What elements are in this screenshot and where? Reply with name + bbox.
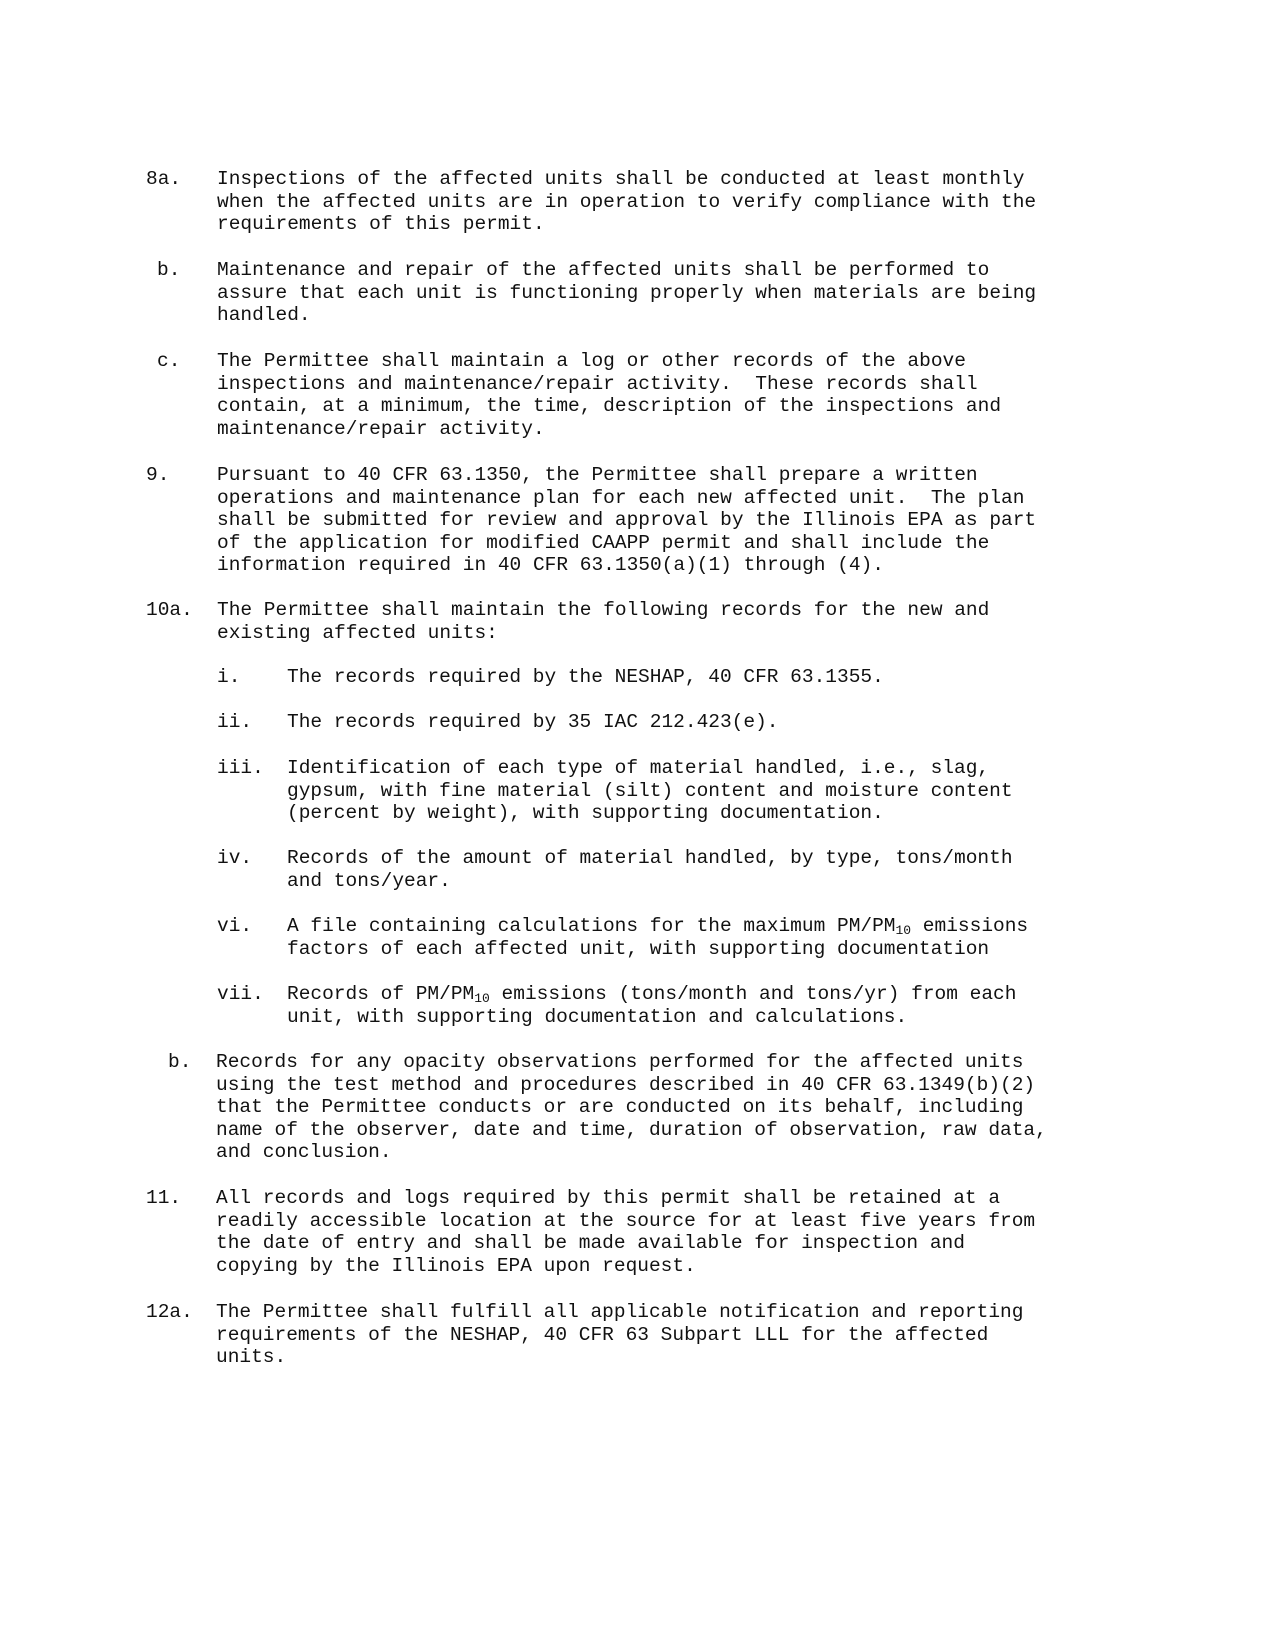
text-segment: A file containing calculations for the maximum PM/PM bbox=[287, 915, 896, 937]
text-line: shall be submitted for review and approval by the Illinois EPA as part bbox=[217, 509, 1037, 531]
text-line: inspections and maintenance/repair activity. These records shall bbox=[217, 372, 978, 395]
item-label: c. bbox=[157, 350, 181, 372]
text-line: unit, with supporting documentation and calculations. bbox=[287, 1005, 908, 1028]
text-line: existing affected units: bbox=[217, 621, 498, 644]
item-label: vii. bbox=[217, 983, 264, 1005]
text-line: The records required by 35 IAC 212.423(e). bbox=[287, 711, 779, 733]
text-segment: emissions (tons/month and tons/yr) from each bbox=[489, 983, 1017, 1005]
text-line: using the test method and procedures described in 40 CFR 63.1349(b)(2) bbox=[216, 1073, 1036, 1096]
item-label: iii. bbox=[217, 757, 264, 779]
text-line: Pursuant to 40 CFR 63.1350, the Permittee shall prepare a written bbox=[217, 464, 978, 486]
text-line: readily accessible location at the source for at least five years from bbox=[216, 1209, 1036, 1232]
text-segment: Records of PM/PM bbox=[287, 983, 475, 1005]
text-line: handled. bbox=[217, 304, 311, 326]
subscript: 10 bbox=[895, 923, 912, 938]
item-label: b. bbox=[168, 1051, 192, 1073]
item-label: iv. bbox=[217, 847, 253, 869]
text-line: name of the observer, date and time, duration of observation, raw data, bbox=[216, 1118, 1047, 1141]
text-line: and conclusion. bbox=[216, 1141, 392, 1163]
text-line: contain, at a minimum, the time, description of the inspections and bbox=[217, 395, 1002, 417]
text-line: The Permittee shall maintain a log or other records of the above bbox=[217, 350, 966, 372]
text-line: Records for any opacity observations performed for the affected units bbox=[216, 1051, 1024, 1073]
item-label: i. bbox=[217, 666, 241, 688]
text-line: Inspections of the affected units shall be conducted at least monthly bbox=[217, 168, 1025, 190]
text-line: Identification of each type of material handled, i.e., slag, bbox=[287, 757, 990, 779]
text-line: The Permittee shall fulfill all applicable notification and reporting bbox=[216, 1301, 1024, 1323]
text-line: (percent by weight), with supporting documentation. bbox=[287, 802, 884, 824]
text-line: of the application for modified CAAPP permit and shall include the bbox=[217, 531, 990, 554]
text-line: Records of the amount of material handled, by type, tons/month bbox=[287, 847, 1013, 869]
text-line: maintenance/repair activity. bbox=[217, 417, 545, 440]
text-line: requirements of this permit. bbox=[217, 213, 545, 235]
text-line: information required in 40 CFR 63.1350(a)(1) through (4). bbox=[217, 554, 885, 576]
text-segment: emissions bbox=[911, 915, 1029, 937]
text-line: The records required by the NESHAP, 40 CFR 63.1355. bbox=[287, 666, 884, 688]
item-label: 8a. bbox=[146, 168, 182, 190]
text-line: and tons/year. bbox=[287, 869, 451, 892]
item-label: ii. bbox=[217, 711, 253, 733]
text-line: copying by the Illinois EPA upon request. bbox=[216, 1254, 696, 1277]
item-label: 11. bbox=[146, 1187, 182, 1209]
text-line: that the Permittee conducts or are conducted on its behalf, including bbox=[216, 1096, 1024, 1118]
subscript: 10 bbox=[474, 991, 490, 1006]
item-label: vi. bbox=[217, 915, 253, 937]
text-line: gypsum, with fine material (silt) content and moisture content bbox=[287, 779, 1013, 802]
text-line: All records and logs required by this permit shall be retained at a bbox=[216, 1187, 1001, 1209]
item-label: b. bbox=[157, 259, 181, 281]
text-line: the date of entry and shall be made available for inspection and bbox=[216, 1232, 965, 1254]
text-line: requirements of the NESHAP, 40 CFR 63 Subpart LLL for the affected bbox=[216, 1323, 989, 1346]
text-line: operations and maintenance plan for each new affected unit. The plan bbox=[217, 486, 1025, 509]
item-label: 12a. bbox=[146, 1301, 193, 1323]
item-label: 9. bbox=[146, 464, 170, 486]
text-line: factors of each affected unit, with supporting documentation bbox=[287, 937, 990, 960]
text-line: assure that each unit is functioning properly when materials are being bbox=[217, 281, 1037, 304]
text-line bbox=[287, 915, 1028, 938]
text-line bbox=[287, 983, 1016, 1006]
text-line: The Permittee shall maintain the following records for the new and bbox=[217, 599, 990, 621]
text-line: Maintenance and repair of the affected units shall be performed to bbox=[217, 259, 990, 281]
item-label: 10a. bbox=[146, 599, 193, 621]
text-line: units. bbox=[216, 1346, 287, 1368]
text-line: when the affected units are in operation to verify compliance with the bbox=[217, 190, 1037, 213]
